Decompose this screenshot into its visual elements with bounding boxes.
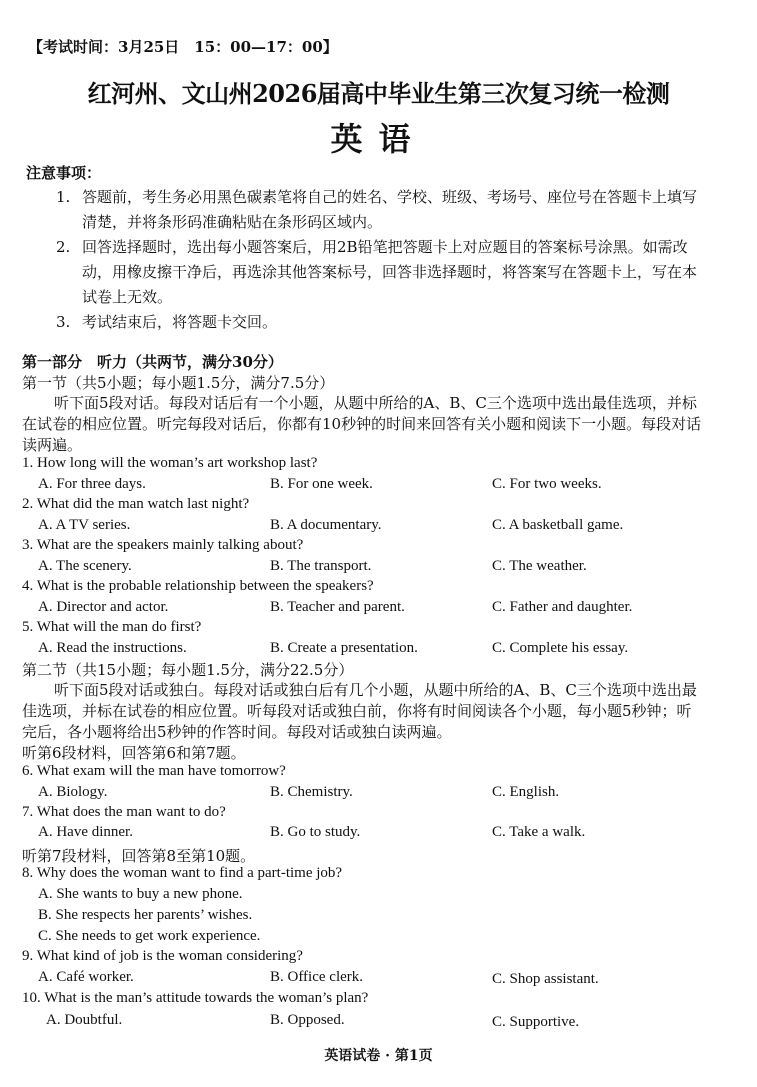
option-b: B. Chemistry. xyxy=(270,784,353,800)
option-a: A. For three days. xyxy=(38,476,146,492)
option-a: A. Doubtful. xyxy=(46,1012,123,1028)
option-b: B. She respects her parents’ wishes. xyxy=(38,907,253,923)
page-title: 红河州、文山州2026届高中毕业生第三次复习统一检测 xyxy=(87,79,670,108)
option-c: C. Complete his essay. xyxy=(492,640,629,656)
notice-item-number: 1. xyxy=(56,188,71,206)
option-c: C. A basketball game. xyxy=(492,517,624,533)
notice-item-text: 答题前，考生务必用黑色碳素笔将自己的姓名、学校、班级、考场号、座位号在答题卡上填写清楚，并将条形码准确粘贴在条形码区域内。 xyxy=(82,188,698,231)
option-c: C. Shop assistant. xyxy=(492,971,599,987)
question: 9. What kind of job is the woman considering? xyxy=(22,948,303,964)
question: 4. What is the probable relationship between the speakers? xyxy=(22,578,374,594)
option-b: B. Create a presentation. xyxy=(270,640,418,656)
option-a: A. She wants to buy a new phone. xyxy=(38,886,243,902)
notice-item-text: 考试结束后，将答题卡交回。 xyxy=(82,313,278,331)
section2-instructions: 听下面5段对话或独白。每段对话或独白后有几个小题，从题中所给的A、B、C三个选项中选出最佳选项，并标在试卷的相应位置。听每段对话或独白前，你将有时间阅读各个小题，每小题5秒钟；听完后，各小题将给出5秒钟的作答时间。每段对话或独白读两遍。 xyxy=(22,681,697,741)
option-c: C. The weather. xyxy=(492,558,587,574)
option-c: C. Father and daughter. xyxy=(492,599,633,615)
question: 3. What are the speakers mainly talking about? xyxy=(22,537,304,553)
section1-heading: 第一节（共5小题；每小题1.5分，满分7.5分） xyxy=(22,374,335,392)
section2-heading: 第二节（共15小题；每小题1.5分，满分22.5分） xyxy=(22,661,354,679)
option-a: A. Director and actor. xyxy=(38,599,169,615)
notice-item xyxy=(56,185,706,235)
notice-item xyxy=(56,235,706,310)
option-b: B. Opposed. xyxy=(270,1012,345,1028)
notice-heading: 注意事项： xyxy=(26,164,102,182)
question: 1. How long will the woman’s art workshop last? xyxy=(22,455,318,471)
material7-note: 听第7段材料，回答第8至第10题。 xyxy=(22,847,256,865)
material6-note: 听第6段材料，回答第6和第7题。 xyxy=(22,744,246,762)
subject-title: 英语 xyxy=(330,120,427,158)
option-a: A. Have dinner. xyxy=(38,824,133,840)
question: 5. What will the man do first? xyxy=(22,619,202,635)
option-a: A. Café worker. xyxy=(38,969,134,985)
notice-item xyxy=(56,310,706,335)
option-b: B. Go to study. xyxy=(270,824,361,840)
option-b: B. The transport. xyxy=(270,558,372,574)
question: 6. What exam will the man have tomorrow? xyxy=(22,763,286,779)
option-b: B. Teacher and parent. xyxy=(270,599,405,615)
option-c: C. Supportive. xyxy=(492,1014,580,1030)
option-a: A. Biology. xyxy=(38,784,108,800)
option-b: B. Office clerk. xyxy=(270,969,364,985)
notice-item-text: 回答选择题时，选出每小题答案后，用2B铅笔把答题卡上对应题目的答案标号涂黑。如需改动，用橡皮擦干净后，再选涂其他答案标号，回答非选择题时，将答案写在答题卡上，写在本试卷上无效。 xyxy=(82,238,698,306)
option-b: B. For one week. xyxy=(270,476,373,492)
option-c: C. English. xyxy=(492,784,560,800)
page-footer: 英语试卷 · 第1页 xyxy=(324,1048,433,1064)
option-c: C. Take a walk. xyxy=(492,824,586,840)
option-c: C. For two weeks. xyxy=(492,476,602,492)
section1-instructions: 听下面5段对话。每段对话后有一个小题，从题中所给的A、B、C三个选项中选出最佳选项，并标在试卷的相应位置。听完每段对话后，你都有10秒钟的时间来回答有关小题和阅读下一小题。每段对话读两遍。 xyxy=(22,394,702,454)
notice-item-number: 3. xyxy=(56,313,71,331)
part1-title: 第一部分 听力（共两节，满分30分） xyxy=(22,353,283,371)
question: 2. What did the man watch last night? xyxy=(22,496,250,512)
option-b: B. A documentary. xyxy=(270,517,382,533)
question: 10. What is the man’s attitude towards the woman’s plan? xyxy=(22,990,369,1006)
notice-item-number: 2. xyxy=(56,238,71,256)
option-a: A. The scenery. xyxy=(38,558,132,574)
question: 8. Why does the woman want to find a part-time job? xyxy=(22,865,343,881)
option-a: A. Read the instructions. xyxy=(38,640,187,656)
question: 7. What does the man want to do? xyxy=(22,804,226,820)
option-c: C. She needs to get work experience. xyxy=(38,928,261,944)
option-a: A. A TV series. xyxy=(38,517,131,533)
exam-time: 【考试时间：3月25日 15：00—17：00】 xyxy=(28,38,338,56)
